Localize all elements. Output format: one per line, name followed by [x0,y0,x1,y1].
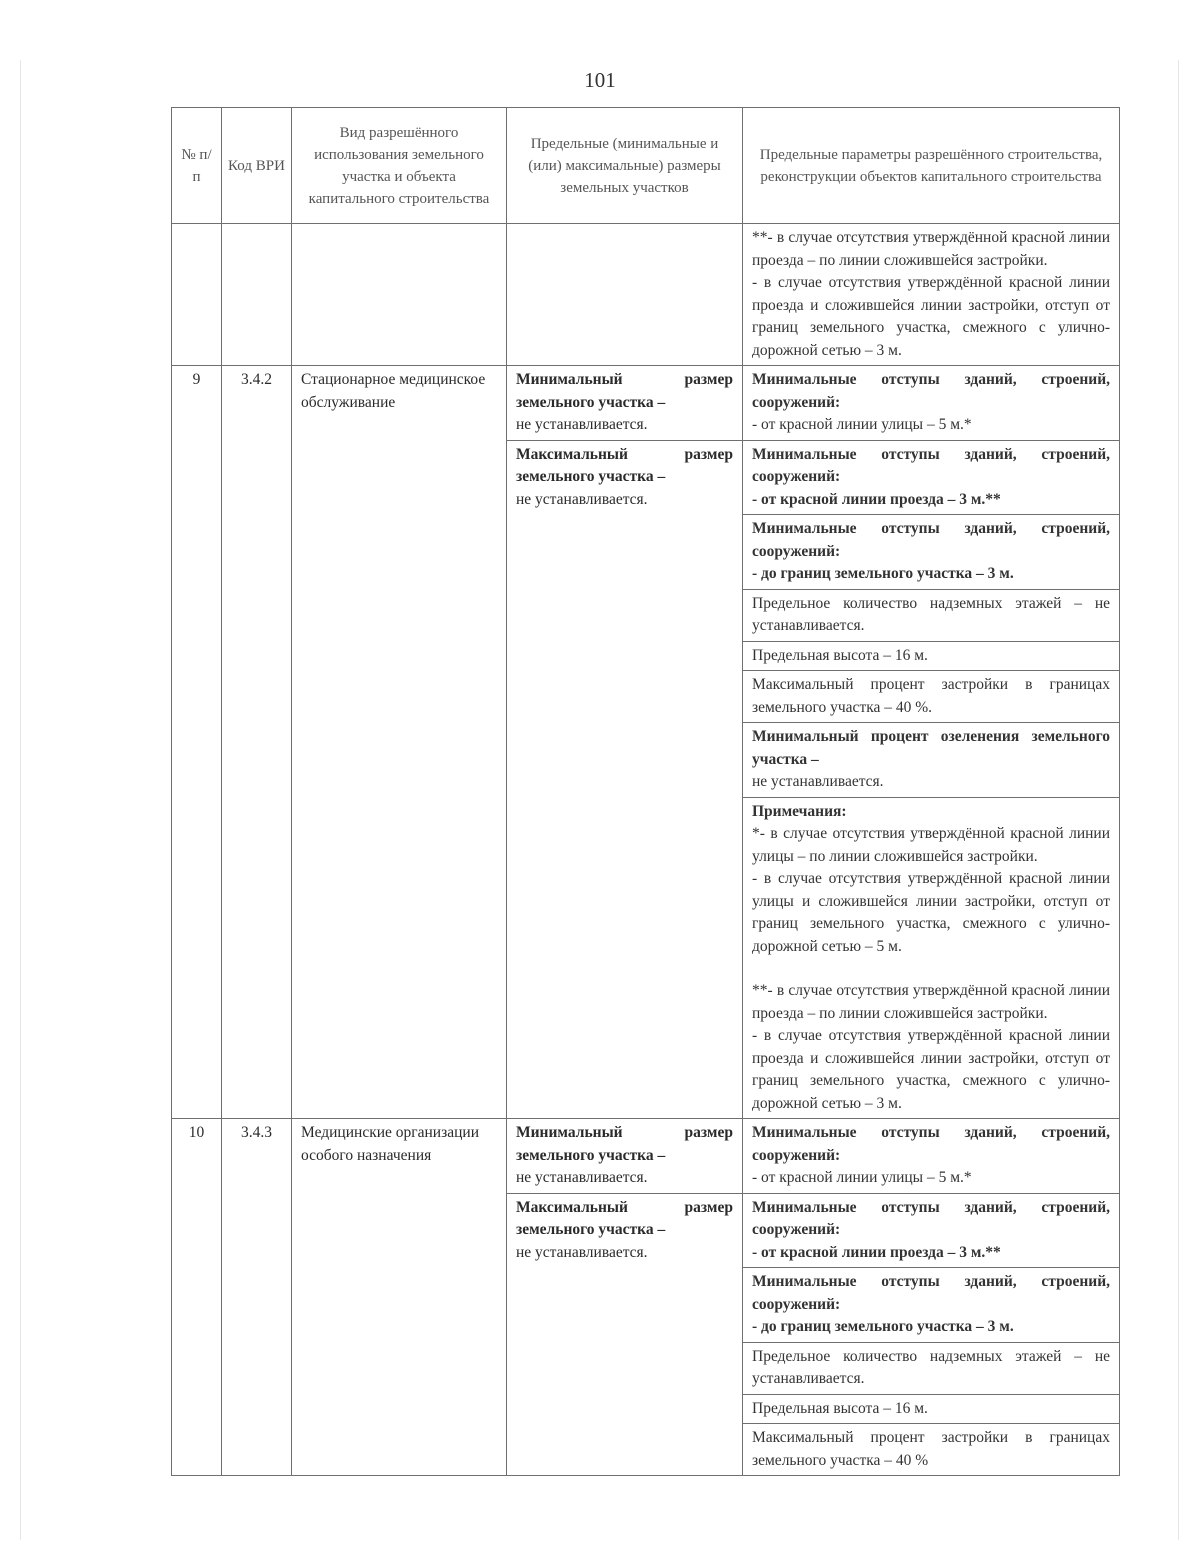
note-line: - в случае отсутствия утверждённой красной линии улицы и сложившейся линии застройки, отступ от границ земельного участка, смежного с улично-дорожной сетью – 5 м. [752,870,1110,955]
cell-kind [292,224,507,366]
header-num: № п/п [172,108,222,224]
param-head: Минимальные отступы зданий, строений, сооружений: [752,1124,1110,1164]
scan-edge-right [1178,60,1179,1540]
note-spacer [752,958,1110,980]
param-value: - от красной линии улицы – 5 м.* [752,416,972,433]
param-head: Минимальные отступы зданий, строений, сооружений: [752,1198,1110,1238]
cell-param [743,366,1120,441]
note-line: **- в случае отсутствия утверждённой красной линии проезда – по линии сложившейся застройки. [752,982,1110,1022]
cell-param [743,723,1120,798]
param-head: Минимальные отступы зданий, строений, сооружений: [752,520,1110,560]
note-line: *- в случае отсутствия утверждённой красной линии улицы – по линии сложившейся застройки. [752,825,1110,865]
max-size-value: не устанавливается. [516,490,648,508]
cell-num: 9 [172,366,222,1119]
cell-param: Предельное количество надземных этажей – не устанавливается. [743,1342,1120,1394]
cell-size [507,224,743,366]
header-code: Код ВРИ [222,108,292,224]
cell-code: 3.4.2 [222,366,292,1119]
max-size-label: Максимальный размер земельного участка – [516,445,733,485]
cell-param: Максимальный процент застройки в границах земельного участка – 40 %. [743,671,1120,723]
param-value: - до границ земельного участка – 3 м. [752,1318,1014,1335]
table-row [172,224,1120,366]
param-head: Минимальные отступы зданий, строений, сооружений: [752,1273,1110,1313]
cell-param [743,1193,1120,1268]
cell-param [743,1119,1120,1194]
max-size-label: Максимальный размер земельного участка – [516,1198,733,1238]
min-size-label: Минимальный размер земельного участка – [516,371,733,411]
param-value: - от красной линии проезда – 3 м.** [752,490,1001,508]
cell-code [222,224,292,366]
cell-param: Предельное количество надземных этажей – не устанавливается. [743,589,1120,641]
param-head: Минимальные отступы зданий, строений, сооружений: [752,445,1110,485]
param-value: - от красной линии улицы – 5 м.* [752,1169,972,1186]
cell-max-size [507,1193,743,1476]
header-size: Предельные (минимальные и (или) максимальные) размеры земельных участков [507,108,743,224]
note-line: **- в случае отсутствия утверждённой красной линии проезда – по линии сложившейся застройки. [752,229,1110,269]
cell-num: 10 [172,1119,222,1476]
cell-max-size [507,440,743,1119]
page-number: 101 [584,68,616,92]
max-size-value: не устанавливается. [516,1243,648,1261]
cell-param: Предельная высота – 16 м. [743,1394,1120,1424]
cell-kind: Стационарное медицинское обслуживание [292,366,507,1119]
header-kind: Вид разрешённого использования земельного участка и объекта капитального строительства [292,108,507,224]
table-header-row [172,108,1120,224]
cell-num [172,224,222,366]
cell-param: Предельная высота – 16 м. [743,641,1120,671]
table-row [172,366,1120,441]
cell-param [743,440,1120,515]
cell-param [743,1268,1120,1343]
min-size-label: Минимальный размер земельного участка – [516,1124,733,1164]
cell-min-size [507,1119,743,1194]
min-size-value: не устанавливается. [516,416,648,433]
param-value: не устанавливается. [752,773,884,790]
scan-edge-left [20,60,21,1540]
zoning-table [171,107,1120,1476]
cell-continuation-note [743,224,1120,366]
cell-code: 3.4.3 [222,1119,292,1476]
note-line: - в случае отсутствия утверждённой красной линии проезда и сложившейся линии застройки, отступ от границ земельного участка, смежного с улично-дорожной сетью – 3 м. [752,1027,1110,1112]
table-row [172,1119,1120,1194]
cell-param [743,515,1120,590]
cell-min-size [507,366,743,441]
cell-notes [743,797,1120,1119]
param-value: - от красной линии проезда – 3 м.** [752,1243,1001,1261]
param-head: Минимальный процент озеленения земельного участка – [752,728,1110,768]
note-line: - в случае отсутствия утверждённой красной линии проезда и сложившейся линии застройки, отступ от границ земельного участка, смежного с улично-дорожной сетью – 3 м. [752,274,1110,359]
cell-param: Максимальный процент застройки в границах земельного участка – 40 % [743,1424,1120,1476]
header-params: Предельные параметры разрешённого строительства, реконструкции объектов капитального строительства [743,108,1120,224]
param-value: - до границ земельного участка – 3 м. [752,565,1014,582]
min-size-value: не устанавливается. [516,1169,648,1186]
cell-kind: Медицинские организации особого назначения [292,1119,507,1476]
notes-heading: Примечания: [752,802,847,820]
param-head: Минимальные отступы зданий, строений, сооружений: [752,371,1110,411]
